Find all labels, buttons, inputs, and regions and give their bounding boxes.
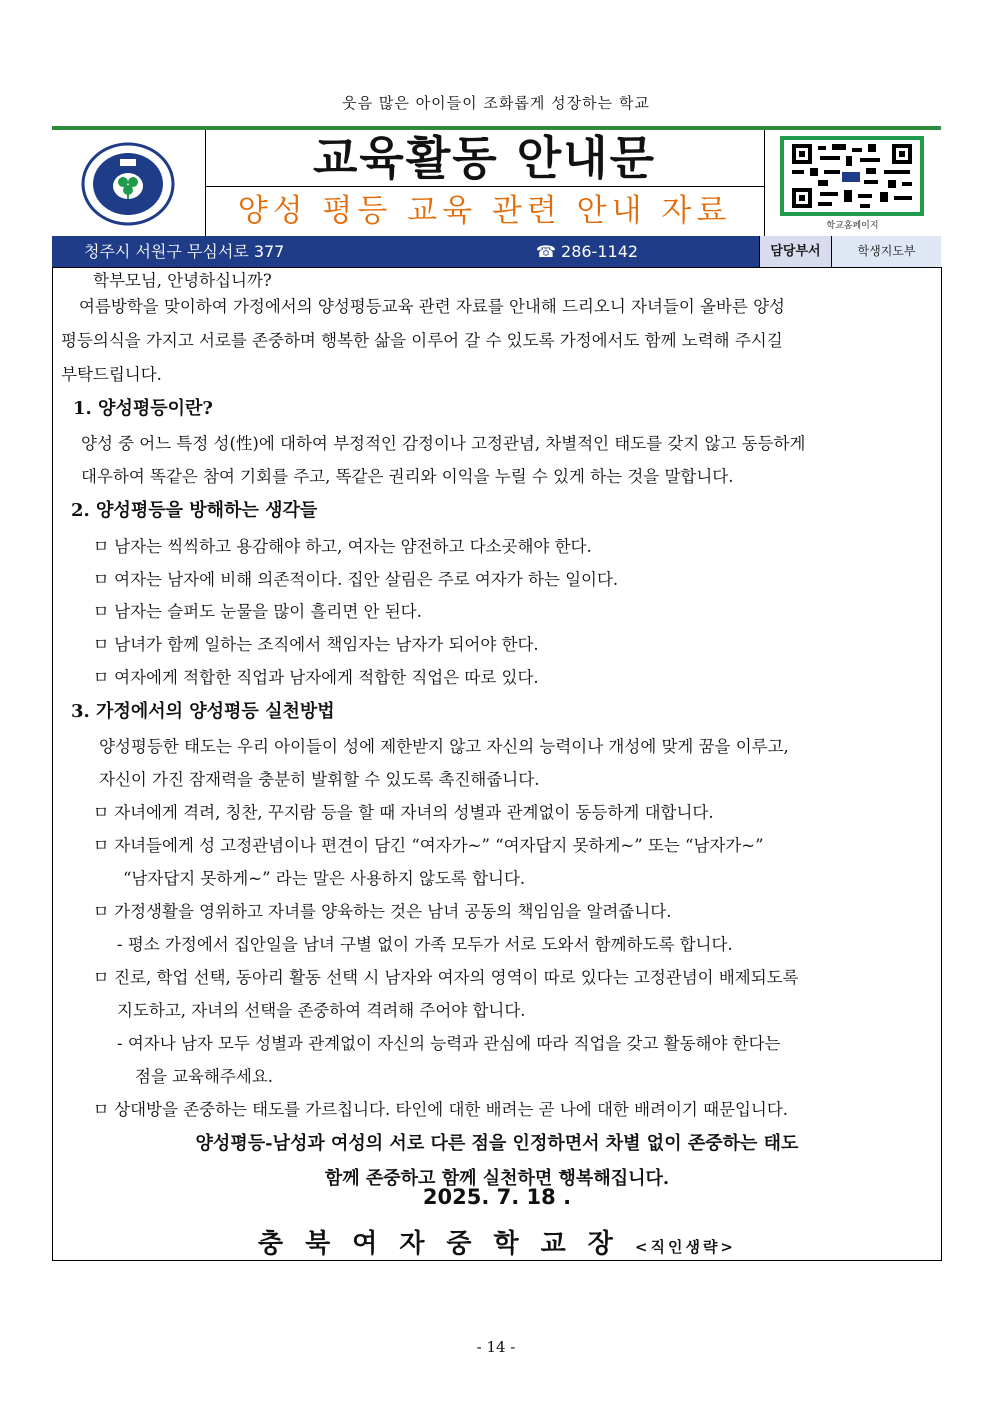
list-item: ㅁ 남녀가 함께 일하는 조직에서 책임자는 남자가 되어야 한다.: [93, 635, 539, 654]
school-motto: 웃음 많은 아이들이 조화롭게 성장하는 학교: [342, 94, 650, 112]
qr-frame: [780, 136, 924, 216]
info-bar: [52, 236, 941, 268]
section-1-heading: 1. 양성평등이란?: [73, 398, 213, 419]
principal-name: 충북여자중학교장: [257, 1229, 635, 1259]
section-2-heading: 2. 양성평등을 방해하는 생각들: [71, 500, 318, 521]
intro-line: 부탁드립니다.: [61, 365, 162, 384]
greeting: 학부모님, 안녕하십니까?: [93, 271, 272, 290]
list-item: ㅁ 자녀에게 격려, 칭찬, 꾸지람 등을 할 때 자녀의 성별과 관계없이 동등하게 대합니다.: [93, 803, 714, 822]
department-label: 담당부서: [759, 236, 832, 267]
logo-cell: [52, 130, 206, 236]
list-item: ㅁ 가정생활을 영위하고 자녀를 양육하는 것은 남녀 공동의 책임임을 알려줍니다.: [93, 902, 672, 921]
department-value: 학생지도부: [832, 236, 941, 267]
list-item: ㅁ 상대방을 존중하는 태도를 가르칩니다. 타인에 대한 배려는 곧 나에 대한 배려이기 때문입니다.: [93, 1100, 789, 1119]
principal-signature: [53, 1223, 941, 1260]
section-3-text: 양성평등한 태도는 우리 아이들이 성에 제한받지 않고 자신의 능력이나 개성에 맞게 꿈을 이루고,: [99, 737, 789, 756]
sub-item: - 평소 가정에서 집안일을 남녀 구별 없이 가족 모두가 서로 도와서 함께하도록 합니다.: [117, 935, 733, 954]
qr-caption: 학교홈페이지: [826, 221, 879, 231]
header-table: [52, 130, 941, 237]
list-item: ㅁ 진로, 학업 선택, 동아리 활동 선택 시 남자와 여자의 영역이 따로 있다는 고정관념이 배제되도록: [93, 968, 799, 987]
sub-item-continued: 점을 교육해주세요.: [135, 1067, 274, 1086]
list-item-continued: 지도하고, 자녀의 선택을 존중하여 격려해 주어야 합니다.: [117, 1001, 526, 1020]
notice-date: 2025. 7. 18 .: [422, 1185, 572, 1209]
page-number: - 14 -: [476, 1338, 516, 1356]
list-item: ㅁ 남자는 슬퍼도 눈물을 많이 흘리면 안 된다.: [93, 602, 422, 621]
contact-strip: [52, 236, 759, 267]
seal-note: <직인생략>: [634, 1238, 737, 1256]
notice-subtitle: 양성 평등 교육 관련 안내 자료: [237, 193, 732, 229]
closing-statement: 양성평등-남성과 여성의 서로 다른 점을 인정하면서 차별 없이 존중하는 태도: [195, 1133, 799, 1154]
qr-code-icon[interactable]: [784, 140, 920, 212]
section-1-text: 양성 중 어느 특정 성(性)에 대하여 부정적인 감정이나 고정관념, 차별적인 태도를 갖지 않고 동등하게: [81, 434, 806, 453]
school-address: 청주시 서원구 무심서로 377: [84, 242, 285, 261]
title-cell: [205, 130, 765, 236]
notice-body: [52, 267, 942, 1261]
school-phone: ☎ 286-1142: [536, 242, 639, 261]
section-1-text: 대우하여 똑같은 참여 기회를 주고, 똑같은 권리와 이익을 누릴 수 있게 하는 것을 말합니다.: [81, 467, 734, 486]
closing-slogan: 함께 존중하고 함께 실천하면 행복해집니다.: [324, 1168, 670, 1189]
section-3-heading: 3. 가정에서의 양성평등 실천방법: [71, 701, 335, 722]
intro-line: 평등의식을 가지고 서로를 존중하며 행복한 삶을 이루어 갈 수 있도록 가정에서도 함께 노력해 주시길: [61, 331, 783, 350]
list-item: ㅁ 자녀들에게 성 고정관념이나 편견이 담긴 “여자가~” “여자답지 못하게~” 또는 “남자가~”: [93, 836, 764, 855]
section-3-text: 자신이 가진 잠재력을 충분히 발휘할 수 있도록 촉진해줍니다.: [99, 770, 540, 789]
school-logo-icon: [80, 142, 176, 226]
list-item: ㅁ 남자는 씩씩하고 용감해야 하고, 여자는 얌전하고 다소곳해야 한다.: [93, 537, 592, 556]
intro-line: 여름방학을 맞이하여 가정에서의 양성평등교육 관련 자료를 안내해 드리오니 자녀들이 올바른 양성: [79, 297, 785, 316]
list-item: ㅁ 여자에게 적합한 직업과 남자에게 적합한 직업은 따로 있다.: [93, 668, 539, 687]
qr-cell: [764, 130, 941, 236]
notice-title: 교육활동 안내문: [205, 130, 764, 187]
sub-item: - 여자나 남자 모두 성별과 관계없이 자신의 능력과 관심에 따라 직업을 갖고 활동해야 한다는: [117, 1034, 781, 1053]
list-item-continued: “남자답지 못하게~” 라는 말은 사용하지 않도록 합니다.: [123, 869, 526, 888]
list-item: ㅁ 여자는 남자에 비해 의존적이다. 집안 살림은 주로 여자가 하는 일이다.: [93, 570, 619, 589]
